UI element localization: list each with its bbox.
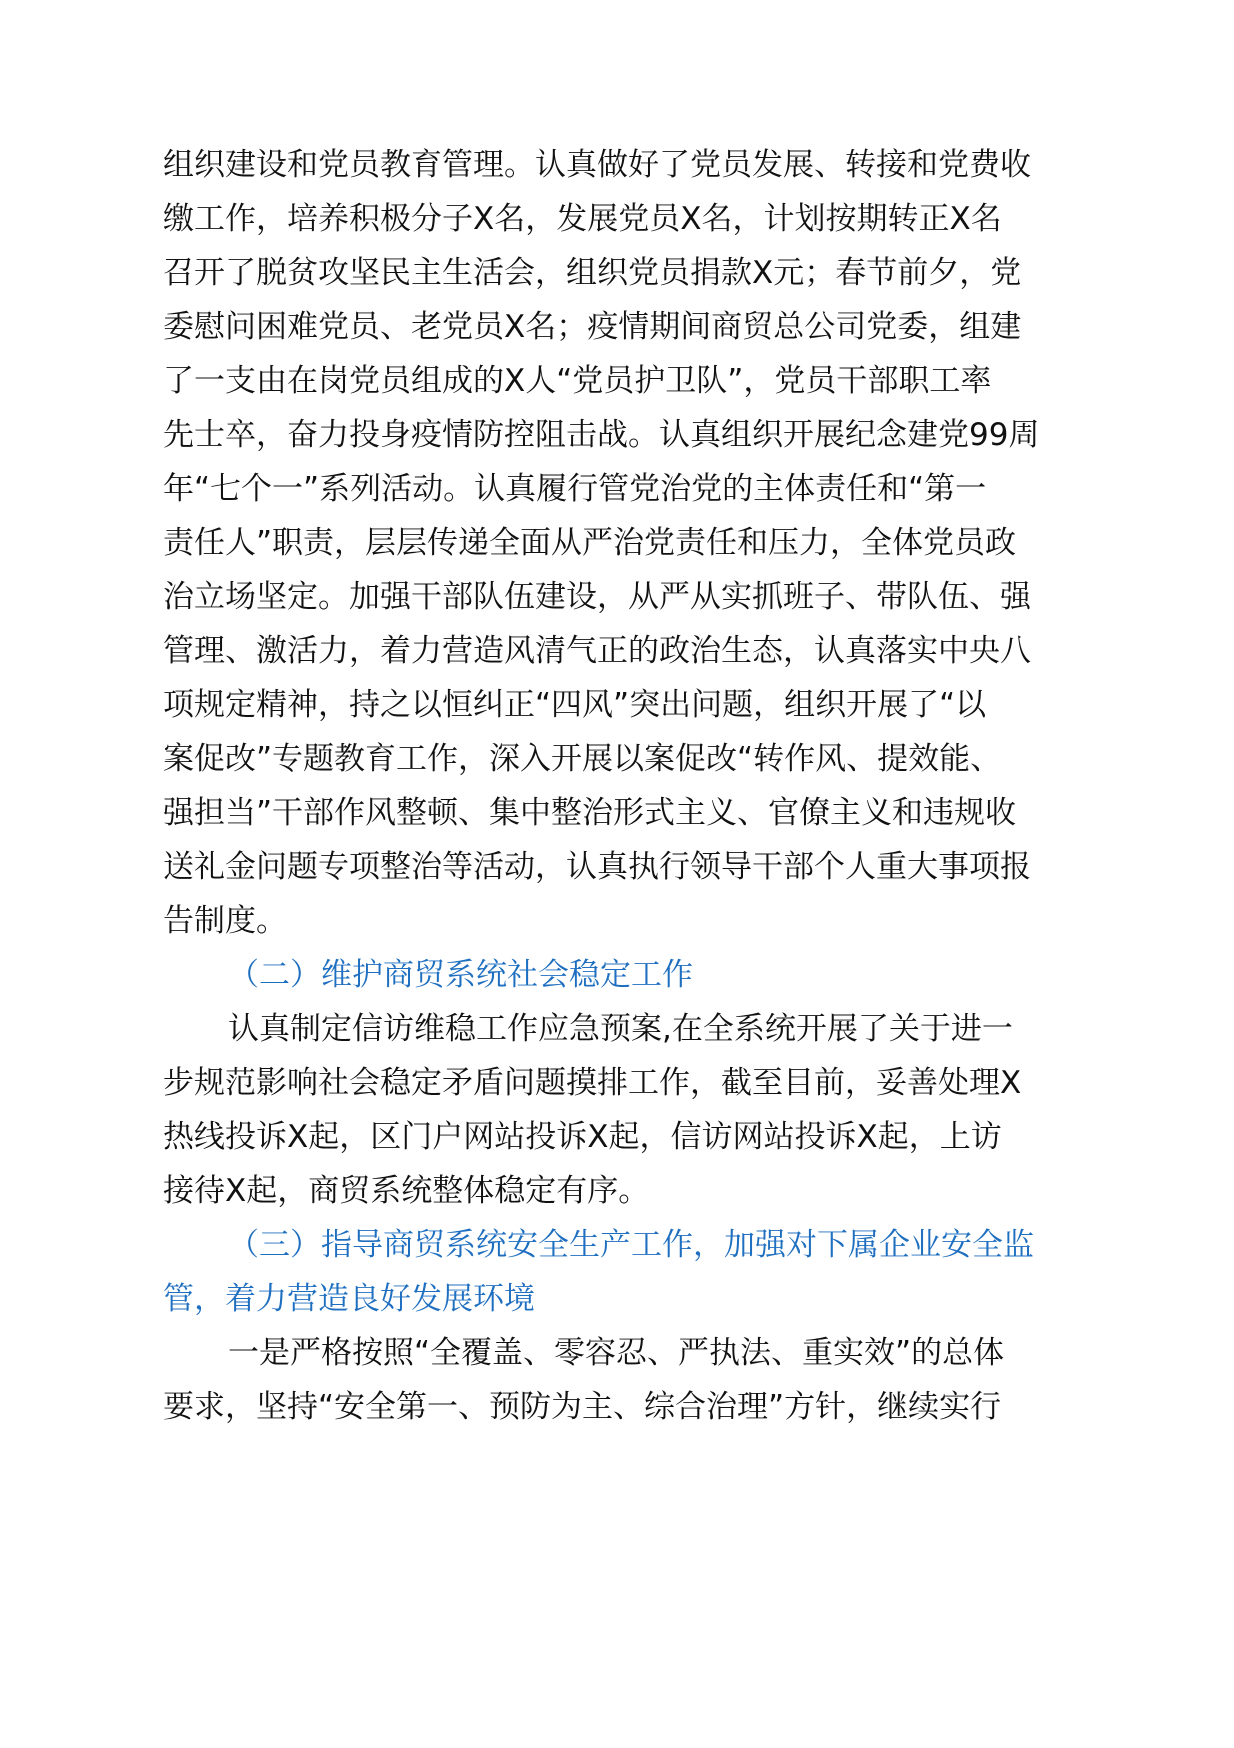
text-line: 告制度。 xyxy=(163,903,287,939)
text-line: 步规范影响社会稳定矛盾问题摸排工作，截至目前，妥善处理X xyxy=(163,1065,1022,1101)
text-line: 责任人”职责，层层传递全面从严治党责任和压力，全体党员政 xyxy=(163,525,1017,561)
text-line: 管理、激活力，着力营造风清气正的政治生态，认真落实中央八 xyxy=(163,633,1031,669)
text-line: 强担当”干部作风整顿、集中整治形式主义、官僚主义和违规收 xyxy=(163,795,1017,831)
text-line: 了一支由在岗党员组成的X人“党员护卫队”，党员干部职工率 xyxy=(163,363,992,399)
text-line: 案促改”专题教育工作，深入开展以案促改“转作风、提效能、 xyxy=(163,741,1002,777)
text-line: 组织建设和党员教育管理。认真做好了党员发展、转接和党费收 xyxy=(163,147,1031,183)
text-line: 召开了脱贫攻坚民主生活会，组织党员捐款X元；春节前夕，党 xyxy=(163,255,1022,291)
text-line: 送礼金问题专项整治等活动，认真执行领导干部个人重大事项报 xyxy=(163,849,1031,885)
text-line: 认真制定信访维稳工作应急预案,在全系统开展了关于进一 xyxy=(228,1011,1013,1047)
text-line: 要求，坚持“安全第一、预防为主、综合治理”方针，继续实行 xyxy=(163,1389,1002,1425)
text-line: 一是严格按照“全覆盖、零容忍、严执法、重实效”的总体 xyxy=(228,1335,1005,1371)
text-line: 项规定精神，持之以恒纠正“四风”突出问题，组织开展了“以 xyxy=(163,687,987,723)
text-line: 缴工作，培养积极分子X名，发展党员X名，计划按期转正X名 xyxy=(163,201,1002,237)
text-line: 接待X起，商贸系统整体稳定有序。 xyxy=(163,1173,650,1209)
section-heading-continued: 管，着力营造良好发展环境 xyxy=(163,1281,535,1317)
text-line: 先士卒，奋力投身疫情防控阻击战。认真组织开展纪念建党99周 xyxy=(163,417,1040,453)
text-line: 年“七个一”系列活动。认真履行管党治党的主体责任和“第一 xyxy=(163,471,987,507)
text-line: 热线投诉X起，区门户网站投诉X起，信访网站投诉X起，上访 xyxy=(163,1119,1002,1155)
text-line: 委慰问困难党员、老党员X名；疫情期间商贸总公司党委，组建 xyxy=(163,309,1022,345)
section-heading: （三）指导商贸系统安全生产工作，加强对下属企业安全监 xyxy=(228,1227,1034,1263)
section-heading: （二）维护商贸系统社会稳定工作 xyxy=(228,957,693,993)
text-line: 治立场坚定。加强干部队伍建设，从严从实抓班子、带队伍、强 xyxy=(163,579,1031,615)
